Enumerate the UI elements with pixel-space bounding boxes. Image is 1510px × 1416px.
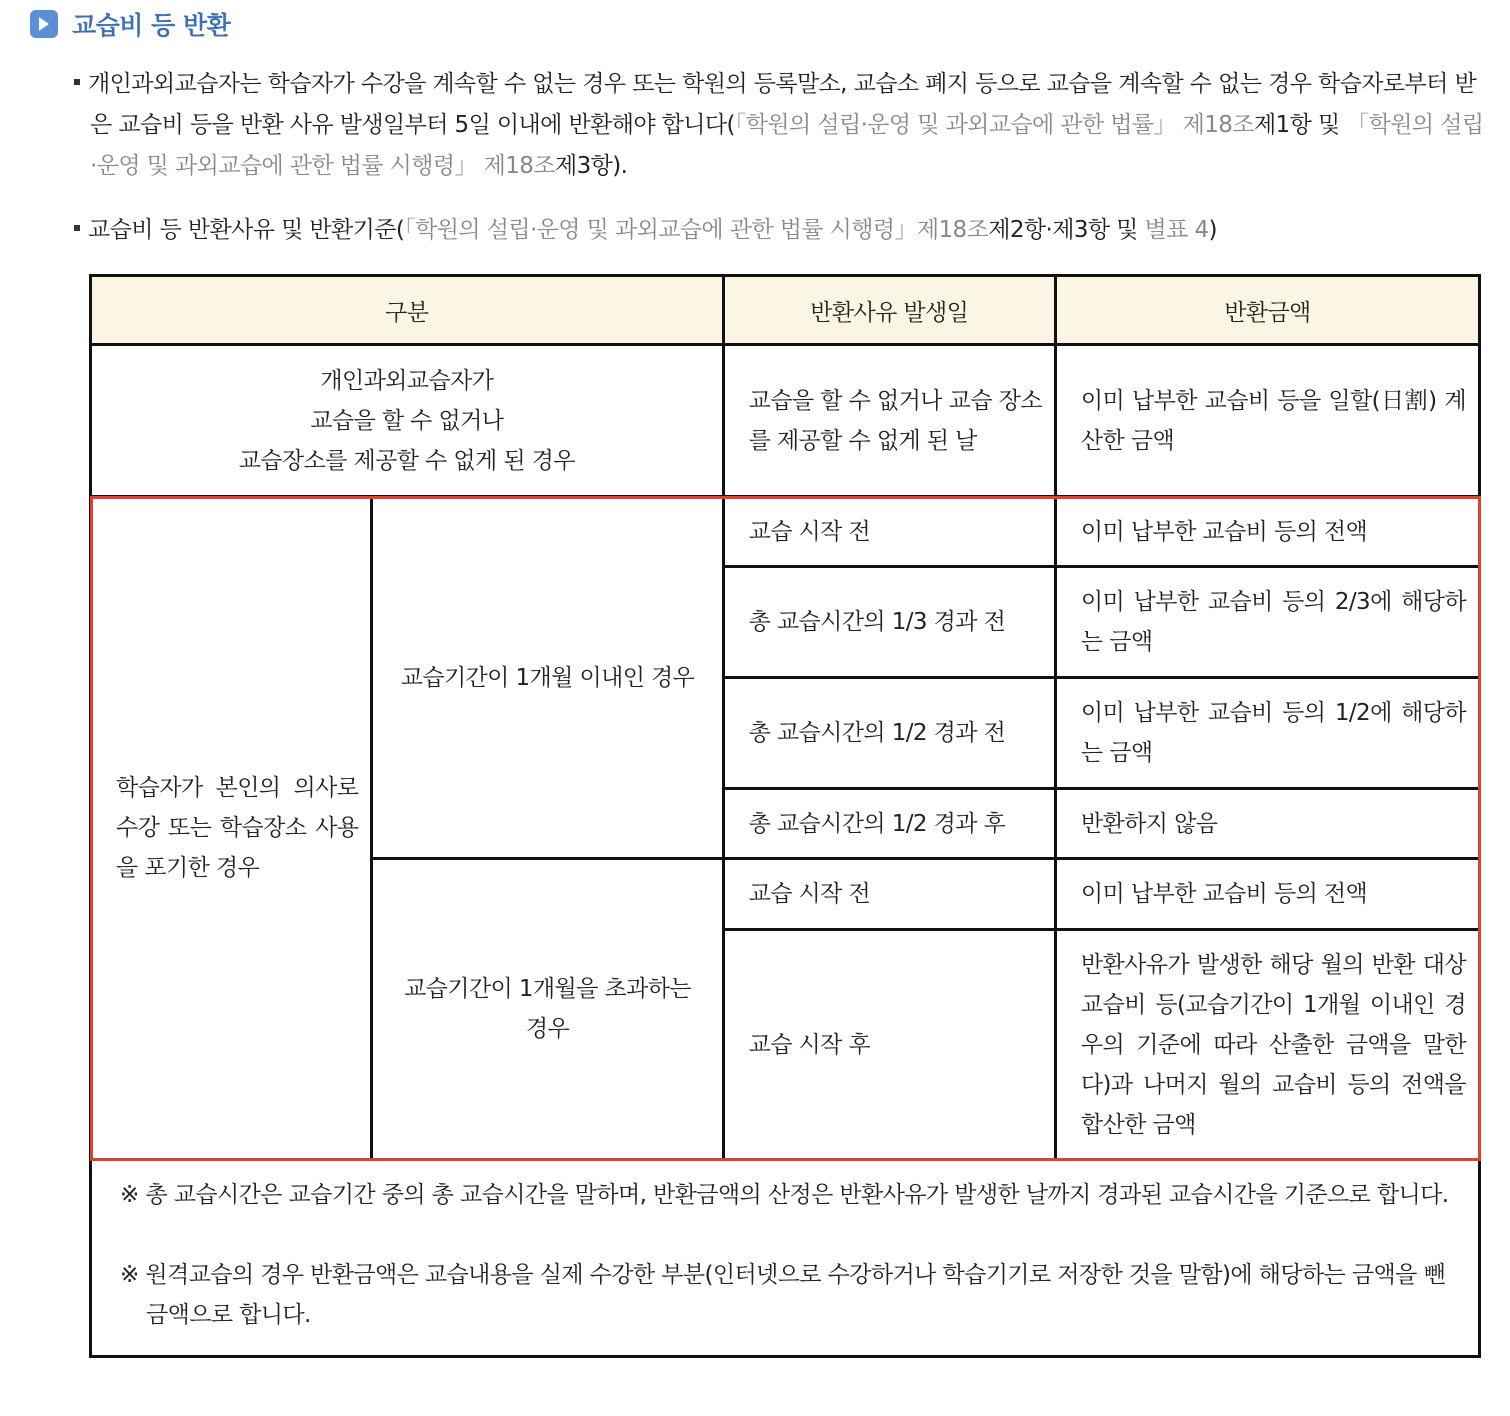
sub1-row3-amount: 이미 납부한 교습비 등의 1/2에 해당하는 금액 — [1055, 678, 1479, 789]
sub1-row1-amount: 이미 납부한 교습비 등의 전액 — [1055, 497, 1479, 567]
sub2-row1-date: 교습 시작 전 — [723, 859, 1055, 930]
sub1-row3-date: 총 교습시간의 1/2 경과 전 — [723, 678, 1055, 789]
sub1-row4-amount: 반환하지 않음 — [1055, 789, 1479, 859]
bullet-icon — [74, 79, 80, 85]
sub1-label: 교습기간이 1개월 이내인 경우 — [372, 497, 723, 859]
table-header-row — [91, 276, 1480, 345]
sub2-row2-date: 교습 시작 후 — [723, 930, 1055, 1160]
sub2-row1-amount: 이미 납부한 교습비 등의 전액 — [1055, 859, 1479, 930]
row1-date: 교습을 할 수 없거나 교습 장소를 제공할 수 없게 된 날 — [723, 345, 1055, 497]
refund-table — [89, 274, 1481, 1358]
sub1-row2-amount: 이미 납부한 교습비 등의 2/3에 해당하는 금액 — [1055, 567, 1479, 678]
table-notes-row — [91, 1160, 1480, 1357]
sub1-row2-date: 총 교습시간의 1/3 경과 전 — [723, 567, 1055, 678]
note-total-hours: ※ 총 교습시간은 교습기간 중의 총 교습시간을 말하며, 반환금액의 산정은 반환사유가 발생한 날까지 경과된 교습시간을 기준으로 합니다. — [120, 1182, 1449, 1208]
table-row — [91, 345, 1480, 497]
row1-category-line: 교습장소를 제공할 수 없게 된 경우 — [238, 447, 575, 474]
row1-amount: 이미 납부한 교습비 등을 일할(日割) 계산한 금액 — [1055, 345, 1479, 497]
para1-text-c: 제3항). — [554, 153, 628, 179]
row1-category-line: 개인과외교습자가 — [320, 367, 494, 394]
group-reason: 학습자가 본인의 의사로 수강 또는 학습장소 사용을 포기한 경우 — [91, 497, 372, 1160]
table-row — [91, 497, 1480, 567]
sub2-row2-amount: 반환사유가 발생한 해당 월의 반환 대상 교습비 등(교습기간이 1개월 이내인 경우의 기준에 따라 산출한 금액을 말한다)과 나머지 월의 교습비 등의 전액을 합산한 금액 — [1055, 930, 1479, 1160]
para2-text-c: ) — [1208, 217, 1217, 243]
header-date: 반환사유 발생일 — [723, 276, 1055, 345]
row1-category-line: 교습을 할 수 없거나 — [310, 407, 504, 434]
bullet-icon — [74, 225, 80, 231]
para1-text: 개인과외교습자는 학습자가 수강을 계속할 수 없는 경우 또는 학원의 등록말소, 교습소 폐지 등으로 교습을 계속할 수 없는 경우 학습자로부터 받은 교습비 등을 반환 사유 발생일부터 5일 이내에 반환해야 합니다( — [88, 71, 1477, 138]
para2-text: 교습비 등 반환사유 및 반환기준( — [88, 217, 405, 243]
section-header — [30, 6, 230, 42]
section-title: 교습비 등 반환 — [72, 11, 231, 40]
law-link-decree[interactable]: 「학원의 설립·운영 및 과외교습에 관한 법률 시행령」 제18조 — [90, 112, 1484, 179]
paragraph-refund-duty — [74, 64, 1490, 187]
row1-category — [91, 345, 724, 497]
note-remote-lesson: ※ 원격교습의 경우 반환금액은 교습내용을 실제 수강한 부분(인터넷으로 수강하거나 학습기기로 저장한 것을 말함)에 해당하는 금액을 뺀 금액으로 합니다. — [120, 1262, 1446, 1328]
header-amount: 반환금액 — [1055, 276, 1479, 345]
law-link-article[interactable]: 제18조 — [916, 217, 989, 243]
paragraph-refund-criteria — [74, 210, 1490, 251]
table-notes — [91, 1160, 1480, 1357]
play-arrow-icon — [30, 10, 58, 38]
para2-text-b: 제2항·제3항 및 — [988, 217, 1145, 243]
law-link-act[interactable]: 「학원의 설립·운영 및 과외교습에 관한 법률」 제18조 — [734, 112, 1254, 138]
para1-text-b: 제1항 및 — [1253, 112, 1347, 138]
sub1-row1-date: 교습 시작 전 — [723, 497, 1055, 567]
sub2-label: 교습기간이 1개월을 초과하는 경우 — [372, 859, 723, 1160]
sub1-row4-date: 총 교습시간의 1/2 경과 후 — [723, 789, 1055, 859]
law-link-appendix[interactable]: 별표 4 — [1144, 217, 1209, 243]
header-category: 구분 — [91, 276, 724, 345]
law-link-decree[interactable]: 「학원의 설립·운영 및 과외교습에 관한 법률 시행령」 — [404, 217, 917, 243]
